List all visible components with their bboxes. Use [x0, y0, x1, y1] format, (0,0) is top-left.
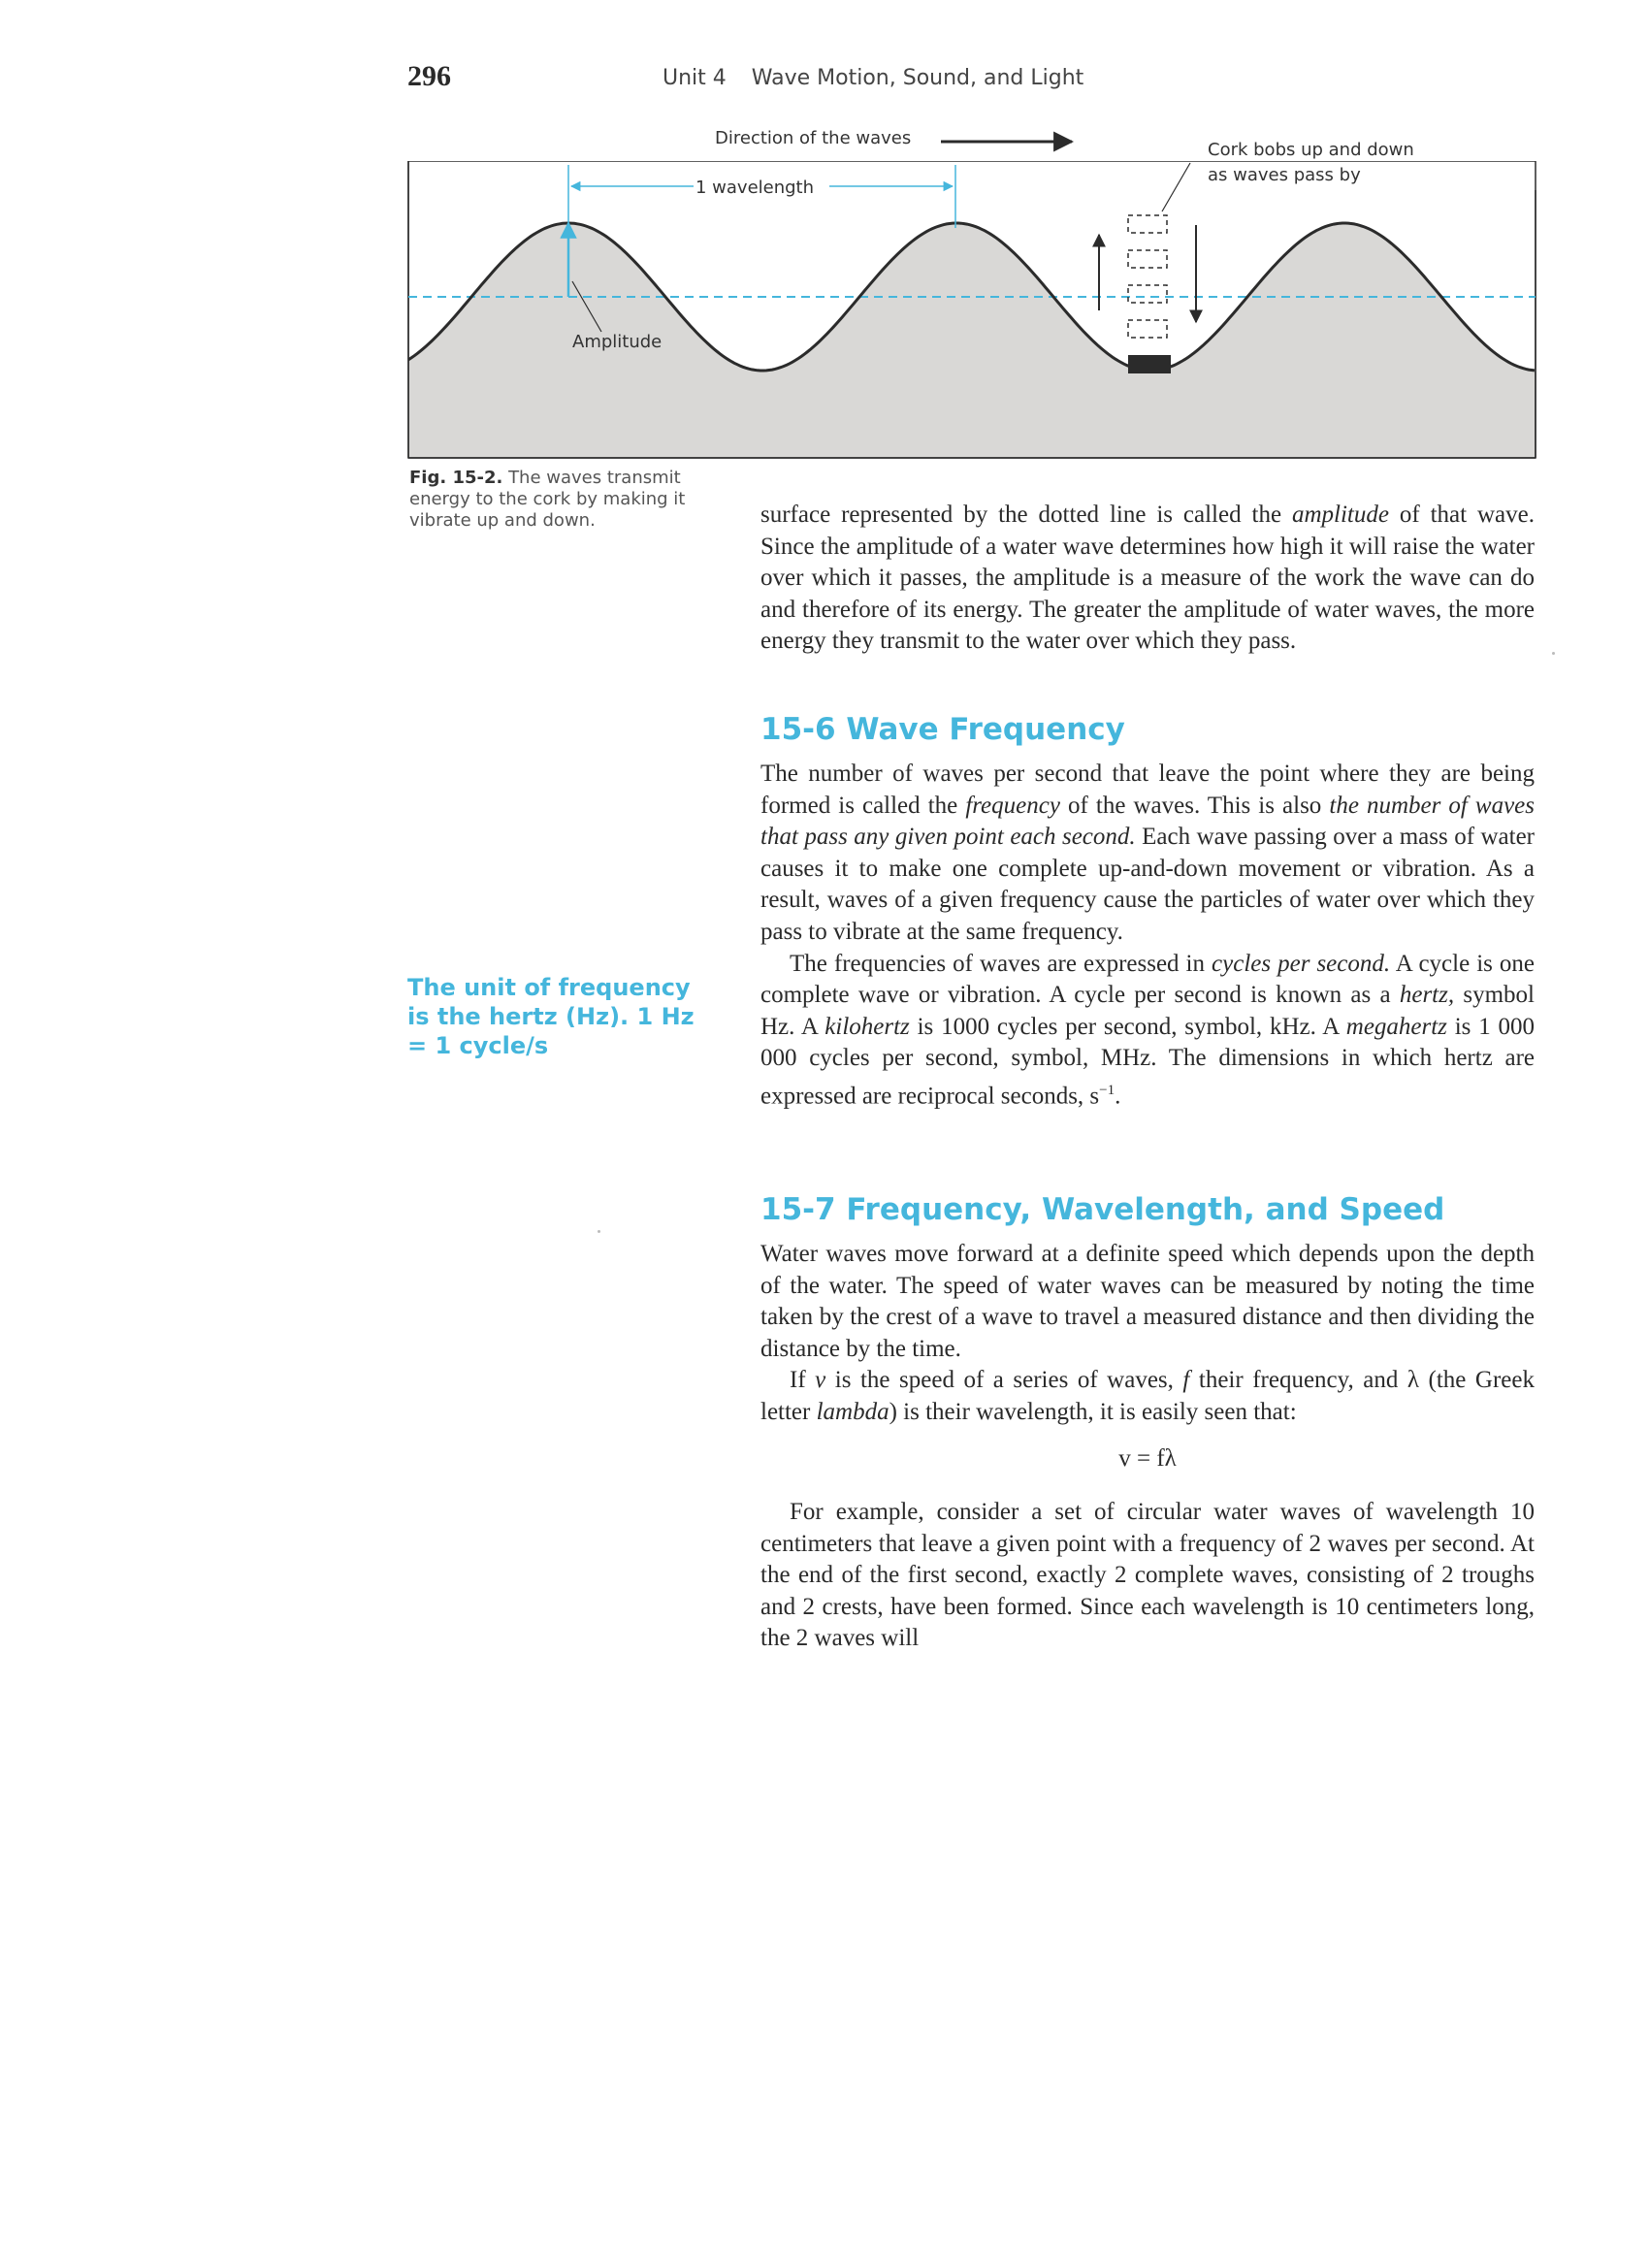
paragraph: The number of waves per second that leave the point where they are being formed is called the frequency of the waves. This is also the number of waves that pass any given point each second. Each wave passing over a mass of water causes it to make one complete up-and-down movement or vibration. As a result, waves of a given frequency cause the particles of water over which they pass to vibrate at the same frequency.	[760, 761, 1536, 945]
page-number: 296	[407, 60, 451, 92]
cork	[1128, 355, 1171, 373]
section-heading-wave-frequency: 15-6 Wave Frequency	[760, 712, 1125, 747]
running-header	[663, 66, 1109, 90]
paragraph: The frequencies of waves are expressed in cycles per second. A cycle is one complete wave or vibration. A cycle per second is known as a hertz, symbol Hz. A kilohertz is 1000 cycles per second, symbol, kHz. A megahertz is 1 000 000 cycles per second, symbol, MHz. The dimensions in which hertz are expressed are reciprocal seconds, $s^{-1}$.	[760, 950, 1535, 1110]
wave-figure	[403, 126, 1542, 461]
cork-position-2	[1128, 250, 1167, 268]
cork-position-4	[1128, 320, 1167, 338]
cork-label-pointer	[1162, 163, 1190, 211]
amplitude-label: Amplitude	[572, 332, 663, 352]
paragraph: Water waves move forward at a definite speed which depends upon the depth of the water. The speed of water waves can be measured by noting the time taken by the crest of a wave to travel a measured distance and then dividing the distance by the time.	[760, 1241, 1535, 1362]
section-wave-frequency-body	[760, 759, 1535, 1113]
wave-diagram	[403, 126, 1542, 461]
figure-caption-text: The waves transmit energy to the cork by making it vibrate up and down.	[409, 468, 686, 531]
cork-position-1	[1128, 215, 1167, 233]
equation: v = fλ	[1118, 1445, 1177, 1472]
intro-paragraph: surface represented by the dotted line is called the amplitude of that wave. Since the amplitude of a water wave determines how high it will raise the water over which it passes, the amplitude is a measure of the work the wave can do and therefore of its energy. The greater the amplitude of water waves, the more energy they transmit to the water over which they pass.	[760, 502, 1536, 655]
paragraph: If v is the speed of a series of waves, f their frequency, and λ (the Greek letter lambda) is their wavelength, it is easily seen that:	[760, 1367, 1535, 1425]
term-amplitude: amplitude	[1291, 502, 1389, 528]
figure-caption	[409, 468, 710, 532]
direction-label: Direction of the waves	[715, 128, 912, 148]
paragraph: For example, consider a set of circular water waves of wavelength 10 centimeters that leave a given point with a frequency of 2 waves per second. At the end of the first second, exactly 2 complete waves, consisting of 2 troughs and 2 crests, have been formed. Since each wavelength is 10 centimeters long, the 2 waves will	[760, 1499, 1535, 1652]
scan-speck	[1552, 652, 1555, 655]
cork-position-3	[1128, 285, 1167, 303]
unit-title: Wave Motion, Sound, and Light	[751, 66, 1084, 90]
wavelength-label: 1 wavelength	[695, 178, 815, 198]
section-speed-body	[760, 1239, 1535, 1429]
section-speed-example	[760, 1497, 1535, 1655]
unit-label: Unit 4	[663, 66, 727, 90]
margin-note: The unit of frequency is the hertz (Hz). 1 Hz = 1 cycle/s	[407, 974, 695, 1059]
section-heading-frequency-wavelength-speed: 15-7 Frequency, Wavelength, and Speed	[760, 1192, 1445, 1227]
scan-speck	[598, 1230, 600, 1233]
cork-label-line2: as waves pass by	[1208, 165, 1361, 185]
cork-label-line1: Cork bobs up and down	[1208, 140, 1414, 160]
figure-caption-label: Fig. 15-2.	[409, 468, 503, 488]
term-frequency: frequency	[965, 792, 1060, 819]
